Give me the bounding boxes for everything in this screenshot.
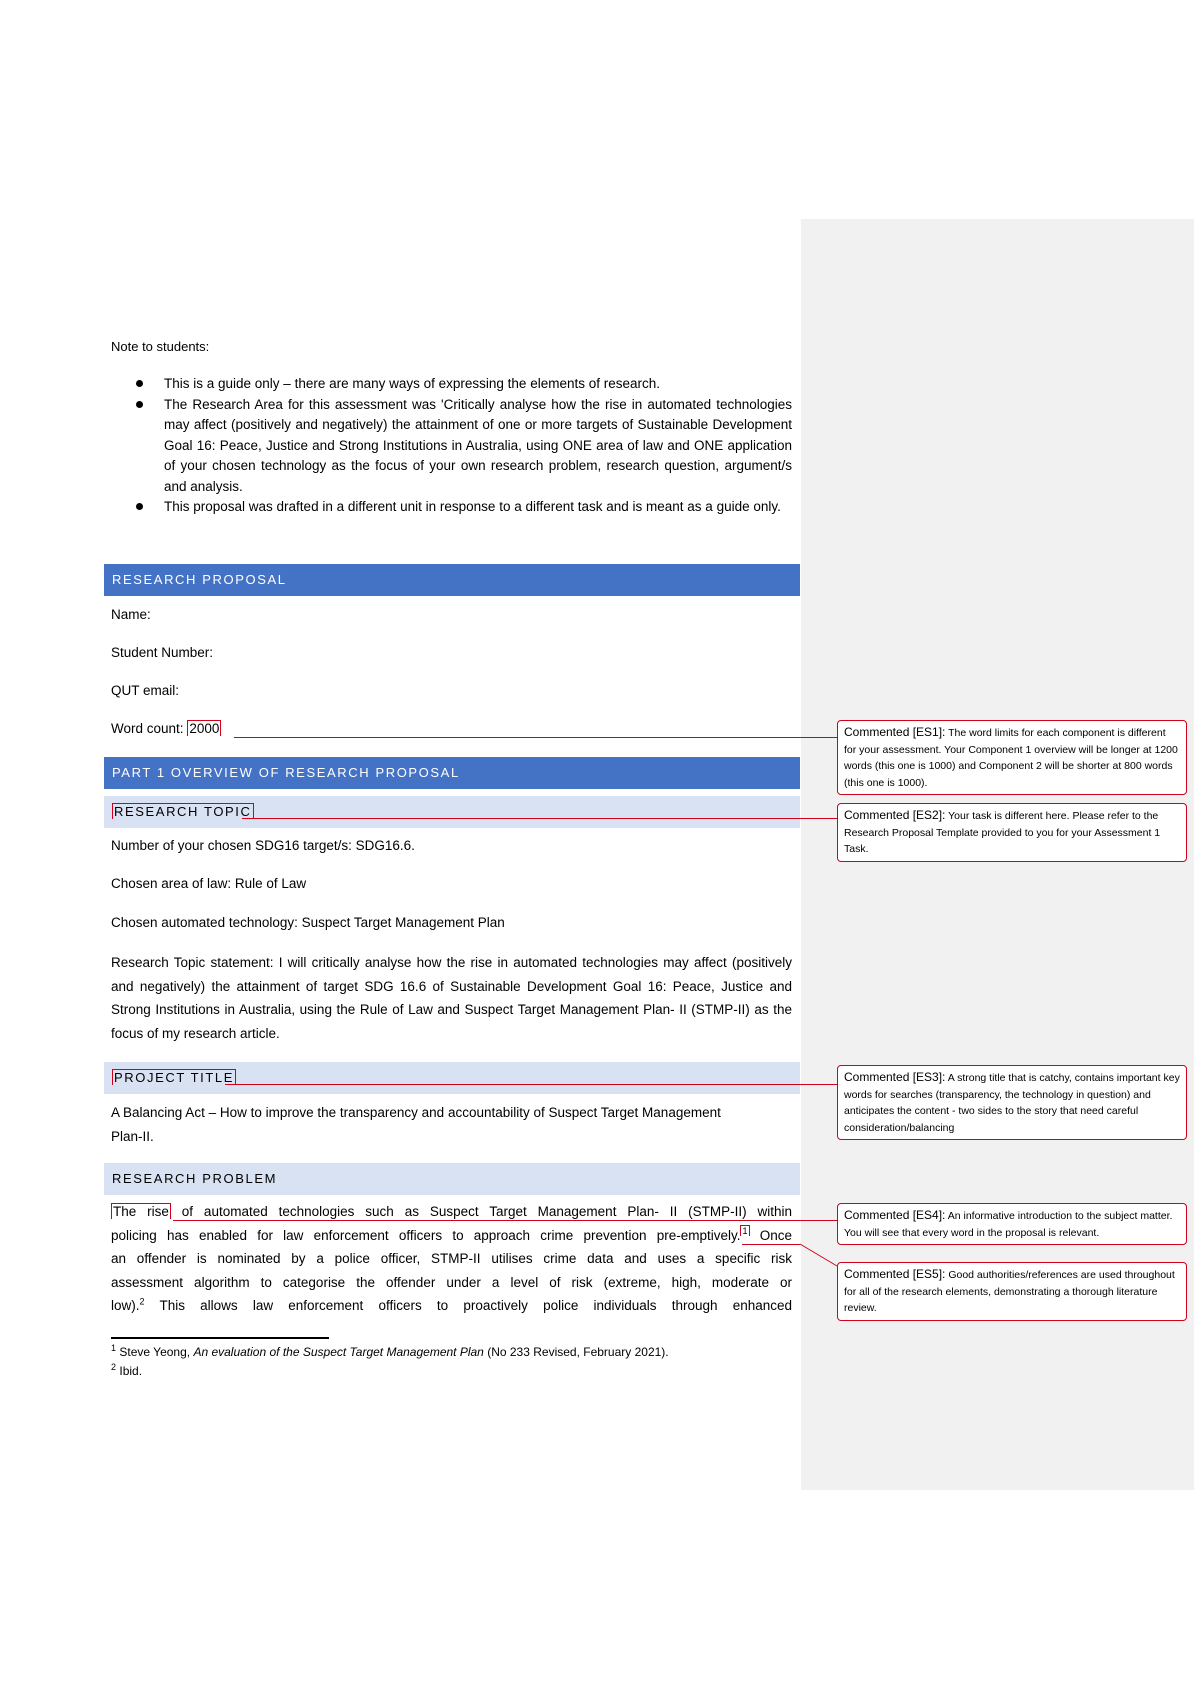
comment-anchor-line-4 xyxy=(173,1220,800,1221)
area-of-law: Chosen area of law: Rule of Law xyxy=(111,876,307,891)
comment-anchor-line-2 xyxy=(242,818,800,819)
connector-es4 xyxy=(800,1220,837,1221)
name-field-label: Name: xyxy=(111,607,151,622)
problem-line: The rise of automated technologies such as Suspect Target Management Plan- II (STMP-II) within xyxy=(113,1204,792,1219)
student-number-label: Student Number: xyxy=(111,645,214,660)
part1-heading: PART 1 OVERVIEW OF RESEARCH PROPOSAL xyxy=(104,757,800,789)
comment-author: Commented [ES1]: xyxy=(844,725,946,739)
problem-line: low).$^2$ This allows law enforcement officers to proactively police individuals through enhanced xyxy=(111,1296,792,1313)
word-count-label: Word count: xyxy=(111,721,184,736)
project-title-label[interactable]: PROJECT TITLE xyxy=(114,1070,235,1085)
footnote-1: $^1$ Steve Yeong, An evaluation of the Suspect Target Management Plan (No 233 Revised, February 2021). xyxy=(111,1343,669,1359)
qut-email-label: QUT email: xyxy=(111,683,180,698)
word-count xyxy=(111,719,221,740)
connector-es1 xyxy=(800,737,837,738)
comment-anchor-line-5 xyxy=(742,1244,800,1245)
comment-text: Your task is different here. Please refer to the Research Proposal Template provided to you for your Assessment 1 Task. xyxy=(844,810,1161,855)
comment-text: Good authorities/references are used throughout for all of the research elements, demonstrating a thorough literature review. xyxy=(844,1269,1175,1314)
comment-author: Commented [ES5]: xyxy=(844,1267,946,1281)
comment-anchor-line-1 xyxy=(234,737,800,738)
comment-anchor-line-3 xyxy=(225,1084,800,1085)
problem-line: policing has enabled for law enforcement officers to approach crime prevention pre-emptively. $^1$ Once xyxy=(111,1226,792,1243)
research-problem-heading: RESEARCH PROBLEM xyxy=(104,1163,800,1195)
list-item: The Research Area for this assessment was 'Critically analyse how the rise in automated technologies may affect (positively and negatively) the attainment of one or more targets of Sustainable Development Goal 16: Peace, Justice and Strong Institutions in Australia, using ONE area of law and ONE application of your chosen technology as the focus of your own research problem, research question, argument/s and analysis. xyxy=(104,395,792,498)
sdg-target: Number of your chosen SDG16 target/s: SDG16.6. xyxy=(111,838,415,853)
research-topic-statement: Research Topic statement: I will critically analyse how the rise in automated technologies may affect (positively and negatively) the attainment of target SDG 16.6 of Sustainable Development Goal 16: Peace, Justice and Strong Institutions in Australia, using the Rule of Law and Suspect Target Management Plan- II (STMP-II) as the focus of my research article. xyxy=(111,955,792,1041)
research-topic-heading xyxy=(104,796,800,828)
footnote-ref-2: 2 xyxy=(139,1296,145,1307)
footnote-2: $^2$ Ibid. xyxy=(111,1362,143,1378)
footnote-separator xyxy=(111,1337,329,1339)
problem-line: an offender is nominated by a police officer, STMP-II utilises crime data and uses a specific risk xyxy=(111,1251,792,1266)
note-heading: Note to students: xyxy=(111,339,210,354)
notes-list xyxy=(104,374,792,518)
comment-author: Commented [ES2]: xyxy=(844,808,946,822)
word-count-value[interactable]: 2000 xyxy=(189,721,220,736)
project-title-text: A Balancing Act – How to improve the transparency and accountability of Suspect Target Management Plan-II. xyxy=(111,1105,721,1144)
research-problem-text xyxy=(111,1200,792,1318)
comment-text: A strong title that is catchy, contains important key words for searches (transparency, the technology in question) and anticipates the content - two sides to the story that need careful consideration/balancing xyxy=(844,1072,1180,1134)
comment-text: The word limits for each component is different for your assessment. Your Component 1 overview will be longer at 1200 words (this one is 1000) and Component 2 will be shorter at 800 words (this one is 1000). xyxy=(844,727,1178,789)
comment-es4[interactable] xyxy=(837,1203,1187,1245)
problem-line: assessment algorithm to categorise the offender under a level of risk (extreme, high, moderate or xyxy=(111,1274,792,1290)
connector-es5 xyxy=(798,1240,840,1270)
comment-es1[interactable] xyxy=(837,720,1187,795)
project-title-heading xyxy=(104,1062,800,1094)
list-item: This is a guide only – there are many ways of expressing the elements of research. xyxy=(104,374,792,395)
comment-author: Commented [ES4]: xyxy=(844,1208,946,1222)
research-proposal-heading: RESEARCH PROPOSAL xyxy=(104,564,800,596)
connector-es3 xyxy=(800,1084,837,1085)
list-item: This proposal was drafted in a different unit in response to a different task and is meant as a guide only. xyxy=(104,497,792,518)
comment-es3[interactable] xyxy=(837,1065,1187,1140)
footnote-ref-1[interactable]: 1 xyxy=(742,1226,748,1236)
connector-es2 xyxy=(800,818,837,819)
highlight-the-rise[interactable]: The rise xyxy=(113,1204,169,1219)
chosen-technology: Chosen automated technology: Suspect Target Management Plan xyxy=(111,915,505,930)
comment-author: Commented [ES3]: xyxy=(844,1070,946,1084)
comment-es2[interactable] xyxy=(837,803,1187,862)
footnote-1-title: An evaluation of the Suspect Target Management Plan xyxy=(193,1345,484,1359)
comment-es5[interactable] xyxy=(837,1262,1187,1321)
comment-text: An informative introduction to the subject matter. You will see that every word in the proposal is relevant. xyxy=(844,1210,1173,1239)
research-topic-title[interactable]: RESEARCH TOPIC xyxy=(114,804,252,819)
